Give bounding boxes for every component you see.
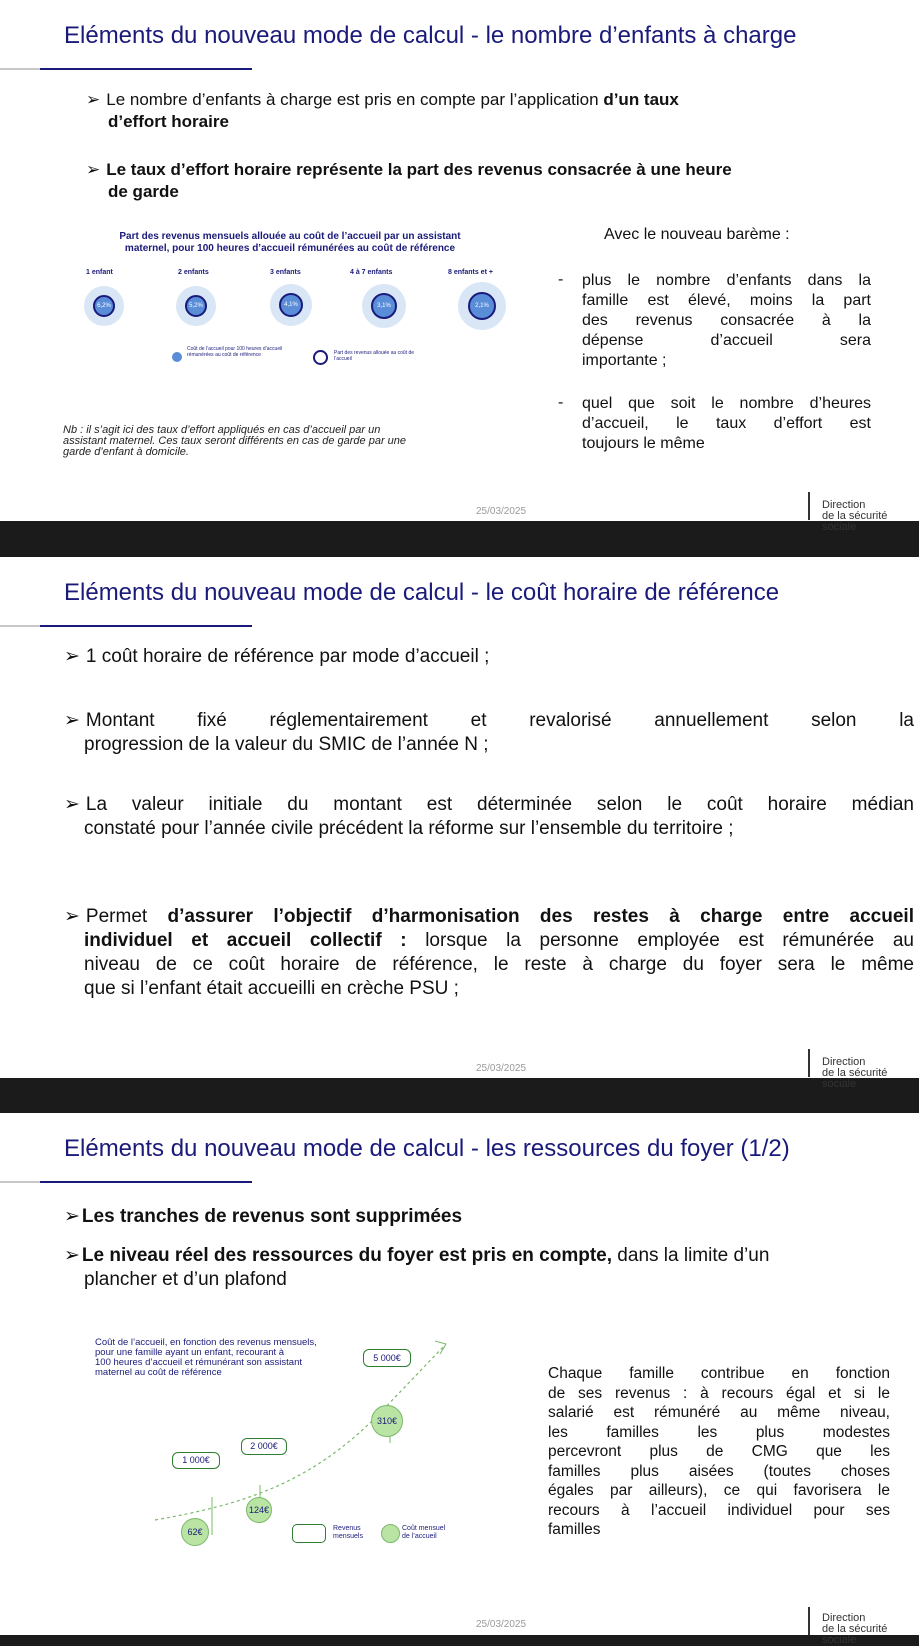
footer-bar: [808, 492, 810, 520]
legend-box-icon: [292, 1524, 326, 1543]
legend-dot-outline: [313, 350, 328, 365]
bullet-2: ➢ Le taux d’effort horaire représente la part des revenus consacrée à une heure de garde: [86, 160, 732, 201]
footer-bar: [808, 1049, 810, 1077]
category-label: 8 enfants et +: [448, 269, 493, 276]
arrow-icon: ➢: [64, 794, 80, 815]
revenue-box: 1 000€: [172, 1452, 220, 1469]
footer-date: 25/03/2025: [476, 1063, 527, 1074]
revenue-box: 2 000€: [241, 1438, 287, 1455]
right-point-2: quel que soit le nombre d’heures d’accueil, le taux d’effort est toujours le même: [582, 395, 871, 452]
effort-circle: [270, 284, 312, 326]
bullet-2: ➢ Montant fixé réglementairement et revalorisé annuellement selon la progression de la valeur du SMIC de l’année N ;: [64, 710, 914, 755]
dash: -: [558, 394, 564, 411]
chart-title: Coût de l’accueil, en fonction des revenus mensuels, pour une famille ayant un enfant, recourant à 100 heures d’accueil et rémunérant son assistant maternel au coût de référence: [95, 1337, 317, 1378]
bullet-2: ➢ Le niveau réel des ressources du foyer est pris en compte, dans la limite d’un plancher et d’un plafond: [64, 1245, 770, 1290]
cost-circle: 62€: [181, 1518, 209, 1546]
effort-value: 6,2%: [93, 295, 115, 317]
effort-circle: [458, 282, 506, 330]
arrow-icon: ➢: [64, 1245, 80, 1266]
category-label: 3 enfants: [270, 269, 301, 276]
footer-direction: Direction de la sécurité sociale: [822, 499, 888, 533]
slide-title: Eléments du nouveau mode de calcul - le coût horaire de référence: [64, 579, 780, 606]
effort-value: 5,2%: [185, 295, 207, 317]
effort-value: 3,1%: [371, 293, 397, 319]
effort-circle: [176, 286, 216, 326]
legend-circle-icon: [381, 1524, 400, 1543]
bullet-1: ➢ Le nombre d’enfants à charge est pris en compte par l’application d’un taux d’effort horaire: [86, 90, 679, 131]
title-rule: [0, 68, 252, 70]
bullet-1: ➢ Les tranches de revenus sont supprimées: [64, 1206, 463, 1227]
arrow-icon: ➢: [64, 906, 80, 927]
category-label: 4 à 7 enfants: [350, 269, 393, 276]
legend-label: Part des revenus allouée au coût de l’accueil: [334, 350, 415, 362]
cost-circle: 310€: [371, 1405, 403, 1437]
effort-circle: [362, 284, 406, 328]
right-heading: Avec le nouveau barème :: [604, 226, 790, 243]
slide-resources: [0, 1113, 919, 1646]
arrow-icon: ➢: [64, 710, 80, 731]
effort-value: 4,1%: [279, 293, 303, 317]
effort-circle: [84, 286, 124, 326]
title-rule: [0, 1181, 252, 1183]
footer-date: 25/03/2025: [476, 1619, 527, 1630]
footer-direction: Direction de la sécurité sociale: [822, 1056, 888, 1090]
footer-bar: [808, 1607, 810, 1635]
legend-label: Coût mensuel de l’accueil: [402, 1525, 446, 1540]
note: Nb : il s’agit ici des taux d’effort appliqués en cas d’accueil par un assistant maternel. Ces taux seront différents en cas de garde par une garde d’enfant à domicile.: [63, 424, 407, 458]
slide-reference-cost: [0, 557, 919, 1090]
arrow-icon: ➢: [86, 90, 101, 109]
bullet-4: ➢ Permet d’assurer l’objectif d’harmonisation des restes à charge entre accueil individuel et accueil collectif : lorsque la personne employée est rémunérée au niveau de ce coût horaire de référence, le reste à charge du foyer sera le même que si l’enfant était accueilli en crèche PSU ;: [64, 906, 914, 999]
legend-label: Coût de l’accueil pour 100 heures d’accueil rémunérées au coût de référence: [187, 346, 283, 358]
explanation: Chaque famille contribue en fonction de ses revenus : à recours égal et si le salarié est rémunéré au même niveau, les familles les plus modestes percevront plus de CMG que les familles plus aisées (toutes choses égales par ailleurs), ce qui favorisera le recours à l’accueil individuel pour ses familles: [548, 1365, 890, 1538]
arrow-icon: ➢: [64, 646, 80, 667]
legend-label: Revenus mensuels: [333, 1525, 363, 1540]
effort-value: 2,1%: [468, 292, 496, 320]
arrow-icon: ➢: [64, 1206, 80, 1227]
cost-circle: 124€: [246, 1497, 272, 1523]
footer-date: 25/03/2025: [476, 506, 527, 517]
dash: -: [558, 271, 564, 288]
category-label: 2 enfants: [178, 269, 209, 276]
arrow-icon: ➢: [86, 160, 101, 179]
legend-dot-filled: [172, 352, 182, 362]
slide-title: Eléments du nouveau mode de calcul - les ressources du foyer (1/2): [64, 1135, 790, 1162]
chart-title: Part des revenus mensuels allouée au coût de l’accueil par un assistant maternel, pour 100 heures d’accueil rémunérées au coût de référence: [119, 231, 461, 254]
bullet-1: ➢ 1 coût horaire de référence par mode d’accueil ;: [64, 646, 490, 667]
slide-title: Eléments du nouveau mode de calcul - le nombre d’enfants à charge: [64, 22, 797, 49]
footer-direction: Direction de la sécurité sociale: [822, 1612, 888, 1646]
revenue-box: 5 000€: [363, 1349, 411, 1367]
right-point-1: plus le nombre d’enfants dans la famille est élevé, moins la part des revenus consacrée à la dépense d’accueil sera importante ;: [582, 272, 871, 369]
bullet-3: ➢ La valeur initiale du montant est déterminée selon le coût horaire médian constaté pour l’année civile précédent la réforme sur l’ensemble du territoire ;: [64, 794, 914, 839]
title-rule: [0, 625, 252, 627]
category-label: 1 enfant: [86, 269, 113, 276]
slide-children: [0, 0, 919, 533]
